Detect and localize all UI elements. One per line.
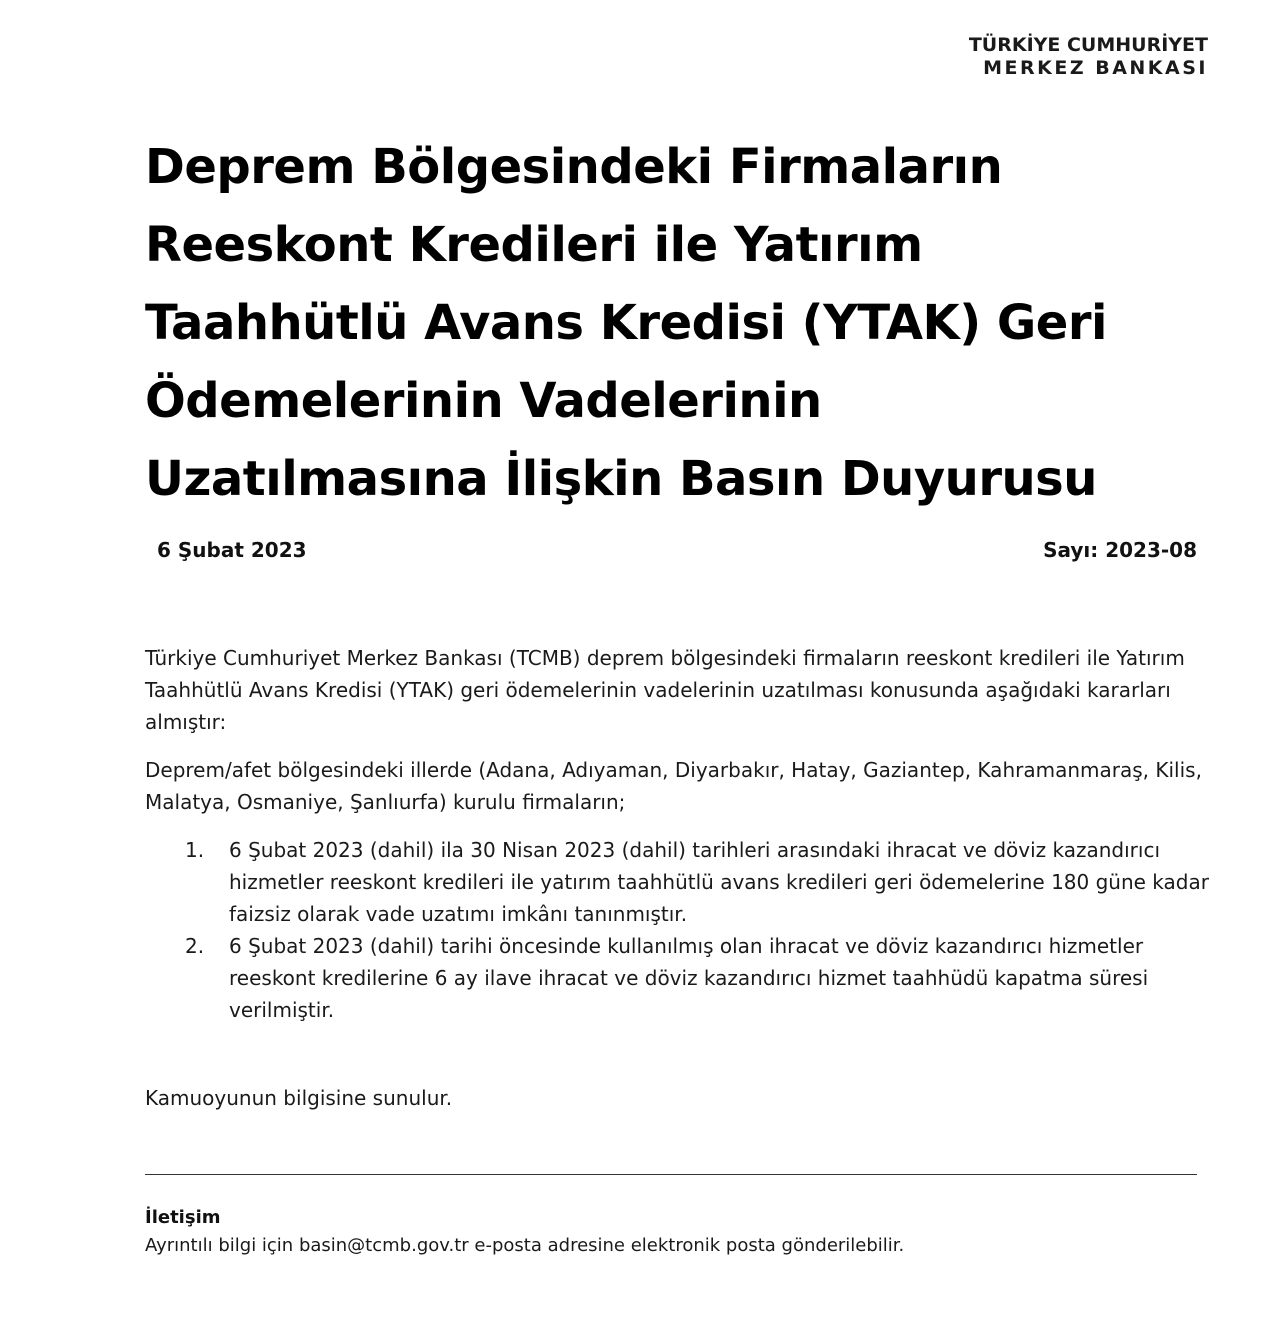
intro-paragraph: Türkiye Cumhuriyet Merkez Bankası (TCMB) deprem bölgesindeki firmaların reeskont kredileri ile Yatırım Taahhütlü Avans Kredisi (YTAK) geri ödemelerinin vadelerinin uzatılması konusunda aşağıdaki kararları almıştır: bbox=[145, 646, 1185, 734]
decision-item bbox=[145, 930, 1215, 1026]
decision-list bbox=[145, 834, 1215, 1026]
meta-row bbox=[157, 538, 1197, 562]
decision-number: 1. bbox=[185, 838, 205, 862]
logo-line-2: MERKEZ BANKASI bbox=[983, 56, 1208, 79]
decision-text: 6 Şubat 2023 (dahil) ila 30 Nisan 2023 (dahil) tarihleri arasındaki ihracat ve döviz kazandırıcı hizmetler reeskont kredileri ile yatırım taahhütlü avans kredileri geri ödemelerine 180 güne kadar faizsiz olarak vade uzatımı imkânı tanınmıştır. bbox=[229, 838, 1209, 926]
decision-text: 6 Şubat 2023 (dahil) tarihi öncesinde kullanılmış olan ihracat ve döviz kazandırıcı hizmetler reeskont kredilerine 6 ay ilave ihracat ve döviz kazandırıcı hizmet taahhüdü kapatma süresi verilmiştir. bbox=[229, 934, 1149, 1022]
announcement-body bbox=[145, 642, 1215, 1026]
cbrt-logo bbox=[969, 34, 1208, 80]
page-title: Deprem Bölgesindeki Firmaların Reeskont Kredileri ile Yatırım Taahhütlü Avans Kredisi (YTAK) Geri Ödemelerinin Vadelerinin Uzatılmasına İlişkin Basın Duyurusu bbox=[145, 139, 1107, 507]
decision-number: 2. bbox=[185, 934, 205, 958]
announcement-number: Sayı: 2023-08 bbox=[1043, 538, 1197, 562]
contact-section bbox=[145, 1204, 904, 1260]
contact-heading: İletişim bbox=[145, 1207, 221, 1228]
contact-text: Ayrıntılı bilgi için basin@tcmb.gov.tr e-posta adresine elektronik posta gönderilebilir. bbox=[145, 1235, 905, 1256]
scope-paragraph: Deprem/afet bölgesindeki illerde (Adana, Adıyaman, Diyarbakır, Hatay, Gaziantep, Kahramanmaraş, Kilis, Malatya, Osmaniye, Şanlıurfa) kurulu firmaların; bbox=[145, 758, 1202, 814]
closing-paragraph: Kamuoyunun bilgisine sunulur. bbox=[145, 1086, 453, 1110]
divider bbox=[145, 1174, 1197, 1175]
decision-item bbox=[145, 834, 1215, 930]
announcement-date: 6 Şubat 2023 bbox=[157, 538, 307, 562]
logo-line-1: TÜRKİYE CUMHURİYET bbox=[968, 34, 1208, 56]
